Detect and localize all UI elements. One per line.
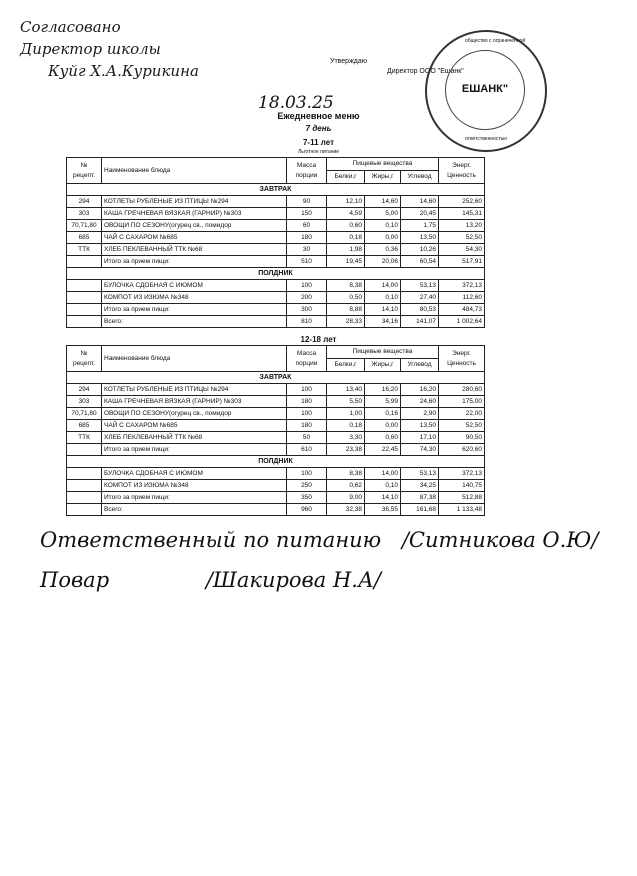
- energy-value: 52,50: [439, 232, 485, 244]
- recipe-number: ТТК: [67, 432, 102, 444]
- group1-body: [67, 184, 485, 328]
- carbs-value: 16,20: [401, 384, 439, 396]
- total-energy: 517,91: [439, 256, 485, 268]
- energy-value: 112,60: [439, 292, 485, 304]
- protein-value: 8,38: [327, 280, 365, 292]
- header-protein: Белки,г: [327, 171, 365, 184]
- group2-body: [67, 372, 485, 516]
- fat-value: 0,00: [365, 232, 401, 244]
- total-fat: 14,10: [365, 492, 401, 504]
- dish-name: КАША ГРЕЧНЕВАЯ ВЯЗКАЯ (ГАРНИР) №303: [102, 396, 287, 408]
- energy-value: 145,31: [439, 208, 485, 220]
- carbs-value: 13,50: [401, 420, 439, 432]
- header-fat: Жиры,г: [365, 171, 401, 184]
- total-fat: 36,55: [365, 504, 401, 516]
- total-fat: 22,45: [365, 444, 401, 456]
- total-protein: 28,33: [327, 316, 365, 328]
- energy-value: 22,00: [439, 408, 485, 420]
- recipe-number: 303: [67, 396, 102, 408]
- protein-value: 0,60: [327, 220, 365, 232]
- total-energy: 484,73: [439, 304, 485, 316]
- energy-value: 252,60: [439, 196, 485, 208]
- protein-value: 0,18: [327, 420, 365, 432]
- total-mass: 350: [287, 492, 327, 504]
- table-row: [67, 220, 485, 232]
- dish-name: КОТЛЕТЫ РУБЛЕНЫЕ ИЗ ПТИЦЫ №294: [102, 196, 287, 208]
- recipe-number: 70,71,80: [67, 408, 102, 420]
- total-fat: 34,16: [365, 316, 401, 328]
- approval-line-director: Директор школы: [20, 40, 161, 58]
- section-title: ПОЛДНИК: [67, 456, 485, 468]
- header-protein: Белки,г: [327, 359, 365, 372]
- total-label: Всего:: [102, 316, 287, 328]
- carbs-value: 10,26: [401, 244, 439, 256]
- total-carbs: 60,54: [401, 256, 439, 268]
- responsible-label: Ответственный по питанию: [40, 528, 382, 552]
- recipe-number: 294: [67, 384, 102, 396]
- section-row: [67, 268, 485, 280]
- empty-cell: [67, 444, 102, 456]
- fat-value: 14,60: [365, 196, 401, 208]
- seal-top-text: общество с ограниченной: [465, 38, 526, 44]
- dish-name: КАША ГРЕЧНЕВАЯ ВЯЗКАЯ (ГАРНИР) №303: [102, 208, 287, 220]
- table-row: [67, 432, 485, 444]
- breakfast-total-row: [67, 444, 485, 456]
- energy-value: 140,75: [439, 480, 485, 492]
- fat-value: 0,10: [365, 480, 401, 492]
- total-carbs: 80,53: [401, 304, 439, 316]
- total-carbs: 87,38: [401, 492, 439, 504]
- total-fat: 20,06: [365, 256, 401, 268]
- protein-value: 0,62: [327, 480, 365, 492]
- table-row: [67, 232, 485, 244]
- table-row: [67, 244, 485, 256]
- director-label: Директор ООО "Ешанк": [387, 68, 464, 75]
- dish-name: КОМПОТ ИЗ ИЗЮМА №348: [102, 292, 287, 304]
- header-dish-name: Наименование блюда: [102, 158, 287, 184]
- header-carbs: Углевод: [401, 359, 439, 372]
- dish-name: БУЛОЧКА СДОБНАЯ С ИЮМОМ: [102, 468, 287, 480]
- dish-name: КОМПОТ ИЗ ИЗЮМА №348: [102, 480, 287, 492]
- recipe-number: 685: [67, 420, 102, 432]
- carbs-value: 27,40: [401, 292, 439, 304]
- protein-value: 1,98: [327, 244, 365, 256]
- total-label: Всего:: [102, 504, 287, 516]
- dish-name: ХЛЕБ ПЕКЛЕВАННЫЙ ТТК №68: [102, 244, 287, 256]
- protein-value: 5,50: [327, 396, 365, 408]
- header-mass: Масса порции: [287, 346, 327, 372]
- protein-value: 3,30: [327, 432, 365, 444]
- carbs-value: 17,10: [401, 432, 439, 444]
- table-row: [67, 408, 485, 420]
- section-row: [67, 184, 485, 196]
- portion-mass: 180: [287, 396, 327, 408]
- portion-mass: 180: [287, 232, 327, 244]
- fat-value: 0,10: [365, 220, 401, 232]
- fat-value: 0,60: [365, 432, 401, 444]
- total-mass: 300: [287, 304, 327, 316]
- section-row: [67, 372, 485, 384]
- total-protein: 19,45: [327, 256, 365, 268]
- empty-cell: [67, 504, 102, 516]
- portion-mass: 250: [287, 480, 327, 492]
- recipe-number: 303: [67, 208, 102, 220]
- protein-value: 8,38: [327, 468, 365, 480]
- menu-date: 18.03.25: [258, 93, 334, 113]
- responsible-name: /Ситникова О.Ю/: [401, 528, 599, 552]
- total-label: Итого за прием пищи:: [102, 444, 287, 456]
- empty-cell: [67, 316, 102, 328]
- protein-value: 4,59: [327, 208, 365, 220]
- table-row: [67, 468, 485, 480]
- header-recipe: № рецепт.: [67, 158, 102, 184]
- empty-cell: [67, 304, 102, 316]
- dish-name: ЧАЙ С САХАРОМ №685: [102, 232, 287, 244]
- header-energy: Энерг. Ценность: [439, 346, 485, 372]
- portion-mass: 180: [287, 420, 327, 432]
- dish-name: ЧАЙ С САХАРОМ №685: [102, 420, 287, 432]
- responsible-signature-line: [40, 528, 598, 552]
- total-mass: 810: [287, 316, 327, 328]
- fat-value: 5,99: [365, 396, 401, 408]
- portion-mass: 100: [287, 384, 327, 396]
- fat-value: 16,20: [365, 384, 401, 396]
- total-protein: 23,38: [327, 444, 365, 456]
- breakfast-total-row: [67, 256, 485, 268]
- table-row: [67, 396, 485, 408]
- approve-label: Утверждаю: [330, 58, 367, 65]
- header-nutrients: Пищевые вещества: [327, 346, 439, 359]
- header-mass: Масса порции: [287, 158, 327, 184]
- snack-total-row: [67, 304, 485, 316]
- fat-value: 5,00: [365, 208, 401, 220]
- section-row: [67, 456, 485, 468]
- carbs-value: 14,60: [401, 196, 439, 208]
- cook-label: Повар: [40, 568, 110, 592]
- section-title: ЗАВТРАК: [67, 184, 485, 196]
- portion-mass: 200: [287, 292, 327, 304]
- total-label: Итого за прием пищи:: [102, 492, 287, 504]
- energy-value: 90,50: [439, 432, 485, 444]
- total-protein: 32,38: [327, 504, 365, 516]
- total-mass: 960: [287, 504, 327, 516]
- menu-table-7-11: [66, 157, 485, 328]
- table-row: [67, 384, 485, 396]
- company-seal: [425, 30, 547, 152]
- portion-mass: 150: [287, 208, 327, 220]
- seal-bottom-text: ответственностью: [465, 136, 508, 142]
- grand-total-row: [67, 316, 485, 328]
- carbs-value: 1,75: [401, 220, 439, 232]
- total-label: Итого за прием пищи:: [102, 256, 287, 268]
- recipe-number: 685: [67, 232, 102, 244]
- energy-value: 372,13: [439, 468, 485, 480]
- total-mass: 510: [287, 256, 327, 268]
- menu-table-12-18: [66, 345, 485, 516]
- empty-cell: [67, 256, 102, 268]
- protein-value: 0,50: [327, 292, 365, 304]
- portion-mass: 100: [287, 280, 327, 292]
- seal-center-text: ЕШАНК": [461, 83, 509, 95]
- header-nutrients: Пищевые вещества: [327, 158, 439, 171]
- dish-name: КОТЛЕТЫ РУБЛЕНЫЕ ИЗ ПТИЦЫ №294: [102, 384, 287, 396]
- total-mass: 610: [287, 444, 327, 456]
- table-row: [67, 208, 485, 220]
- dish-name: ОВОЩИ ПО СЕЗОНУ(огурец св., помидор: [102, 408, 287, 420]
- section-title: ПОЛДНИК: [67, 268, 485, 280]
- portion-mass: 30: [287, 244, 327, 256]
- total-fat: 14,10: [365, 304, 401, 316]
- portion-mass: 50: [287, 432, 327, 444]
- table-row: [67, 480, 485, 492]
- portion-mass: 60: [287, 220, 327, 232]
- recipe-number: 70,71,80: [67, 220, 102, 232]
- total-energy: 512,88: [439, 492, 485, 504]
- total-energy: 1 133,48: [439, 504, 485, 516]
- total-energy: 1 002,64: [439, 316, 485, 328]
- total-label: Итого за прием пищи:: [102, 304, 287, 316]
- header-recipe: № рецепт.: [67, 346, 102, 372]
- dish-name: ХЛЕБ ПЕКЛЕВАННЫЙ ТТК №68: [102, 432, 287, 444]
- cook-signature-line: [40, 568, 381, 592]
- group2-title: 12-18 лет: [300, 335, 337, 344]
- header-fat: Жиры,г: [365, 359, 401, 372]
- total-energy: 620,60: [439, 444, 485, 456]
- energy-value: 175,00: [439, 396, 485, 408]
- carbs-value: 53,13: [401, 280, 439, 292]
- fat-value: 0,36: [365, 244, 401, 256]
- protein-value: 13,40: [327, 384, 365, 396]
- recipe-number: [67, 280, 102, 292]
- protein-value: 12,10: [327, 196, 365, 208]
- carbs-value: 20,45: [401, 208, 439, 220]
- fat-value: 0,16: [365, 408, 401, 420]
- table-row: [67, 196, 485, 208]
- dish-name: БУЛОЧКА СДОБНАЯ С ИЮМОМ: [102, 280, 287, 292]
- energy-value: 372,13: [439, 280, 485, 292]
- group1-subtitle: Льготное питание: [297, 149, 340, 155]
- grand-total-row: [67, 504, 485, 516]
- protein-value: 1,00: [327, 408, 365, 420]
- carbs-value: 34,25: [401, 480, 439, 492]
- header-dish-name: Наименование блюда: [102, 346, 287, 372]
- energy-value: 280,60: [439, 384, 485, 396]
- header-carbs: Углевод: [401, 171, 439, 184]
- carbs-value: 2,90: [401, 408, 439, 420]
- carbs-value: 13,50: [401, 232, 439, 244]
- fat-value: 0,10: [365, 292, 401, 304]
- recipe-number: [67, 292, 102, 304]
- total-protein: 8,88: [327, 304, 365, 316]
- total-carbs: 74,30: [401, 444, 439, 456]
- fat-value: 0,00: [365, 420, 401, 432]
- fat-value: 14,00: [365, 280, 401, 292]
- table-row: [67, 292, 485, 304]
- header-energy: Энерг. Ценность: [439, 158, 485, 184]
- table-row: [67, 280, 485, 292]
- recipe-number: [67, 480, 102, 492]
- table-row: [67, 420, 485, 432]
- total-protein: 9,00: [327, 492, 365, 504]
- protein-value: 0,18: [327, 232, 365, 244]
- empty-cell: [67, 492, 102, 504]
- carbs-value: 24,60: [401, 396, 439, 408]
- portion-mass: 90: [287, 196, 327, 208]
- day-label: 7 день: [305, 124, 332, 133]
- energy-value: 13,20: [439, 220, 485, 232]
- recipe-number: 294: [67, 196, 102, 208]
- section-title: ЗАВТРАК: [67, 372, 485, 384]
- portion-mass: 100: [287, 468, 327, 480]
- dish-name: ОВОЩИ ПО СЕЗОНУ(огурец св., помидор: [102, 220, 287, 232]
- total-carbs: 161,68: [401, 504, 439, 516]
- carbs-value: 53,13: [401, 468, 439, 480]
- total-carbs: 141,07: [401, 316, 439, 328]
- approval-line-agreed: Согласовано: [20, 18, 121, 36]
- portion-mass: 100: [287, 408, 327, 420]
- page-title: Ежедневное меню: [277, 111, 360, 121]
- fat-value: 14,00: [365, 468, 401, 480]
- approval-line-name: Куйг Х.А.Курикина: [48, 62, 199, 80]
- energy-value: 54,30: [439, 244, 485, 256]
- recipe-number: ТТК: [67, 244, 102, 256]
- energy-value: 52,50: [439, 420, 485, 432]
- snack-total-row: [67, 492, 485, 504]
- cook-name: /Шакирова Н.А/: [205, 568, 381, 592]
- group1-title: 7-11 лет: [302, 138, 335, 147]
- recipe-number: [67, 468, 102, 480]
